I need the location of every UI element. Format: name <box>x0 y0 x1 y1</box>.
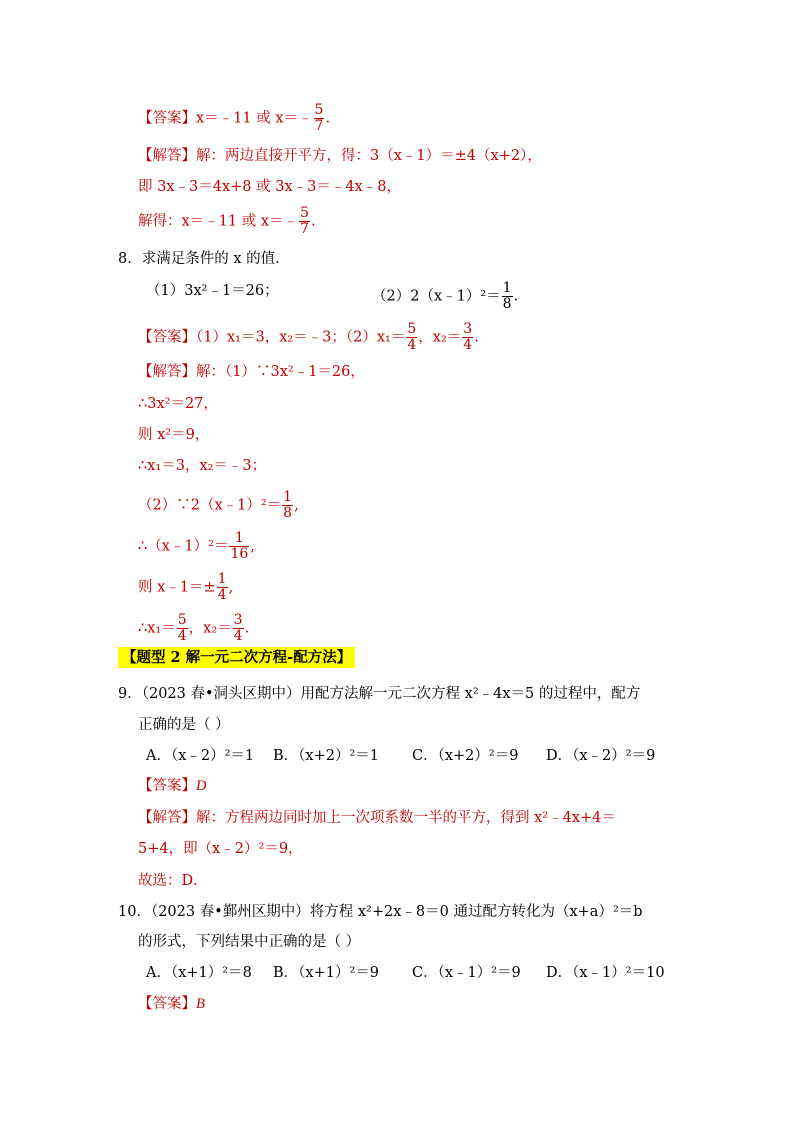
q7-answer-text: x＝﹣11 或 x＝﹣ <box>196 110 313 127</box>
q9-option-a: A．（x﹣2）²＝1 <box>146 748 255 764</box>
q9-option-b: B．（x+2）²＝1 <box>273 748 379 764</box>
q7-solution-line3: 解得：x＝﹣11 或 x＝﹣ $\frac{5}{7}$ . <box>138 205 316 237</box>
answer-label: 【答案】 <box>138 329 196 346</box>
q10-answer: 【答案】B <box>138 996 205 1012</box>
q8-solution-line1: 【解答】解：（1）∵3x²﹣1＝26， <box>138 364 365 380</box>
q8-solution-line3: 则 x²＝9， <box>138 427 210 443</box>
q10-option-b: B．（x+1）²＝9 <box>273 965 379 981</box>
q9-stem-line2: 正确的是（ ） <box>138 717 230 733</box>
q8-solution-line8: ∴x₁＝ $\frac{5}{4}$ ，x₂＝ $\frac{3}{4}$ . <box>138 612 250 644</box>
q8-part2-fraction: $\frac{1}{8}$ <box>502 280 512 312</box>
q9-stem-line1: 9．（2023 春•洞头区期中）用配方法解一元二次方程 x²﹣4x＝5 的过程中，配方 <box>118 686 641 702</box>
solution-label: 【解答】 <box>138 810 196 826</box>
q8-solution-fraction-4: $\frac{5}{4}$ <box>177 612 187 644</box>
q10-option-c: C．（x﹣1）²＝9 <box>412 965 521 981</box>
q8-solution-line7: 则 x﹣1＝± $\frac{1}{4}$ , <box>138 571 234 603</box>
q10-option-d: D．（x﹣1）²＝10 <box>546 965 665 981</box>
q7-answer: 【答案】x＝﹣11 或 x＝﹣ $\frac{5}{7}$ . <box>138 102 331 134</box>
q8-answer-fraction-1: $\frac{5}{4}$ <box>407 321 417 353</box>
solution-label: 【解答】 <box>138 364 196 380</box>
q8-solution-fraction-2: $\frac{1}{16}$ <box>230 530 249 562</box>
answer-label: 【答案】 <box>138 110 196 127</box>
q10-stem-line2: 的形式，下列结果中正确的是（ ） <box>138 934 361 950</box>
q8-solution-line2: ∴3x²＝27， <box>138 396 218 412</box>
q8-solution-fraction-5: $\frac{3}{4}$ <box>233 612 243 644</box>
q9-solution-line3: 故选：D． <box>138 873 208 889</box>
q7-solution-line2: 即 3x﹣3＝4x+8 或 3x﹣3＝﹣4x﹣8， <box>138 179 401 195</box>
q9-option-d: D．（x﹣2）²＝9 <box>546 748 656 764</box>
answer-label: 【答案】 <box>138 778 196 794</box>
q8-stem: 8．求满足条件的 x 的值． <box>118 251 290 267</box>
q8-solution-fraction-3: $\frac{1}{4}$ <box>217 571 227 603</box>
q8-solution-line4: ∴x₁＝3，x₂＝﹣3； <box>138 458 267 474</box>
q8-answer: 【答案】（1）x₁＝3，x₂＝﹣3；（2）x₁＝ $\frac{5}{4}$ ，x₂＝ $\frac{3}{4}$ . <box>138 321 479 353</box>
q7-solution-fraction: $\frac{5}{7}$ <box>300 205 309 237</box>
q9-option-c: C．（x+2）²＝9 <box>412 748 519 764</box>
q9-answer: 【答案】D <box>138 778 207 794</box>
q9-solution-line2: 5+4，即（x﹣2）²＝9， <box>138 841 303 857</box>
q8-part2: （2）2（x﹣1）²＝ $\frac{1}{8}$ . <box>372 280 519 312</box>
answer-label: 【答案】 <box>138 996 196 1012</box>
solution-label: 【解答】 <box>138 148 196 164</box>
q8-solution-line5: （2）∵2（x﹣1）²＝ $\frac{1}{8}$ , <box>138 489 299 521</box>
section-heading: 【题型 2 解一元二次方程-配方法】 <box>118 648 355 668</box>
q8-part1: （1）3x²﹣1＝26； <box>146 283 279 299</box>
q7-solution-line1: 【解答】解：两边直接开平方，得：3（x﹣1）＝±4（x+2）， <box>138 148 542 164</box>
q8-answer-fraction-2: $\frac{3}{4}$ <box>463 321 473 353</box>
q9-solution-line1: 【解答】解：方程两边同时加上一次项系数一半的平方，得到 x²﹣4x+4＝ <box>138 810 616 826</box>
q7-answer-fraction: $\frac{5}{7}$ <box>314 102 324 134</box>
q10-stem-line1: 10．（2023 春•鄞州区期中）将方程 x²+2x﹣8＝0 通过配方转化为（x+a）²＝b <box>118 904 643 920</box>
q8-solution-line6: ∴（x﹣1）²＝ $\frac{1}{16}$ , <box>138 530 255 562</box>
q10-option-a: A．（x+1）²＝8 <box>146 965 252 981</box>
q8-solution-fraction-1: $\frac{1}{8}$ <box>283 489 293 521</box>
